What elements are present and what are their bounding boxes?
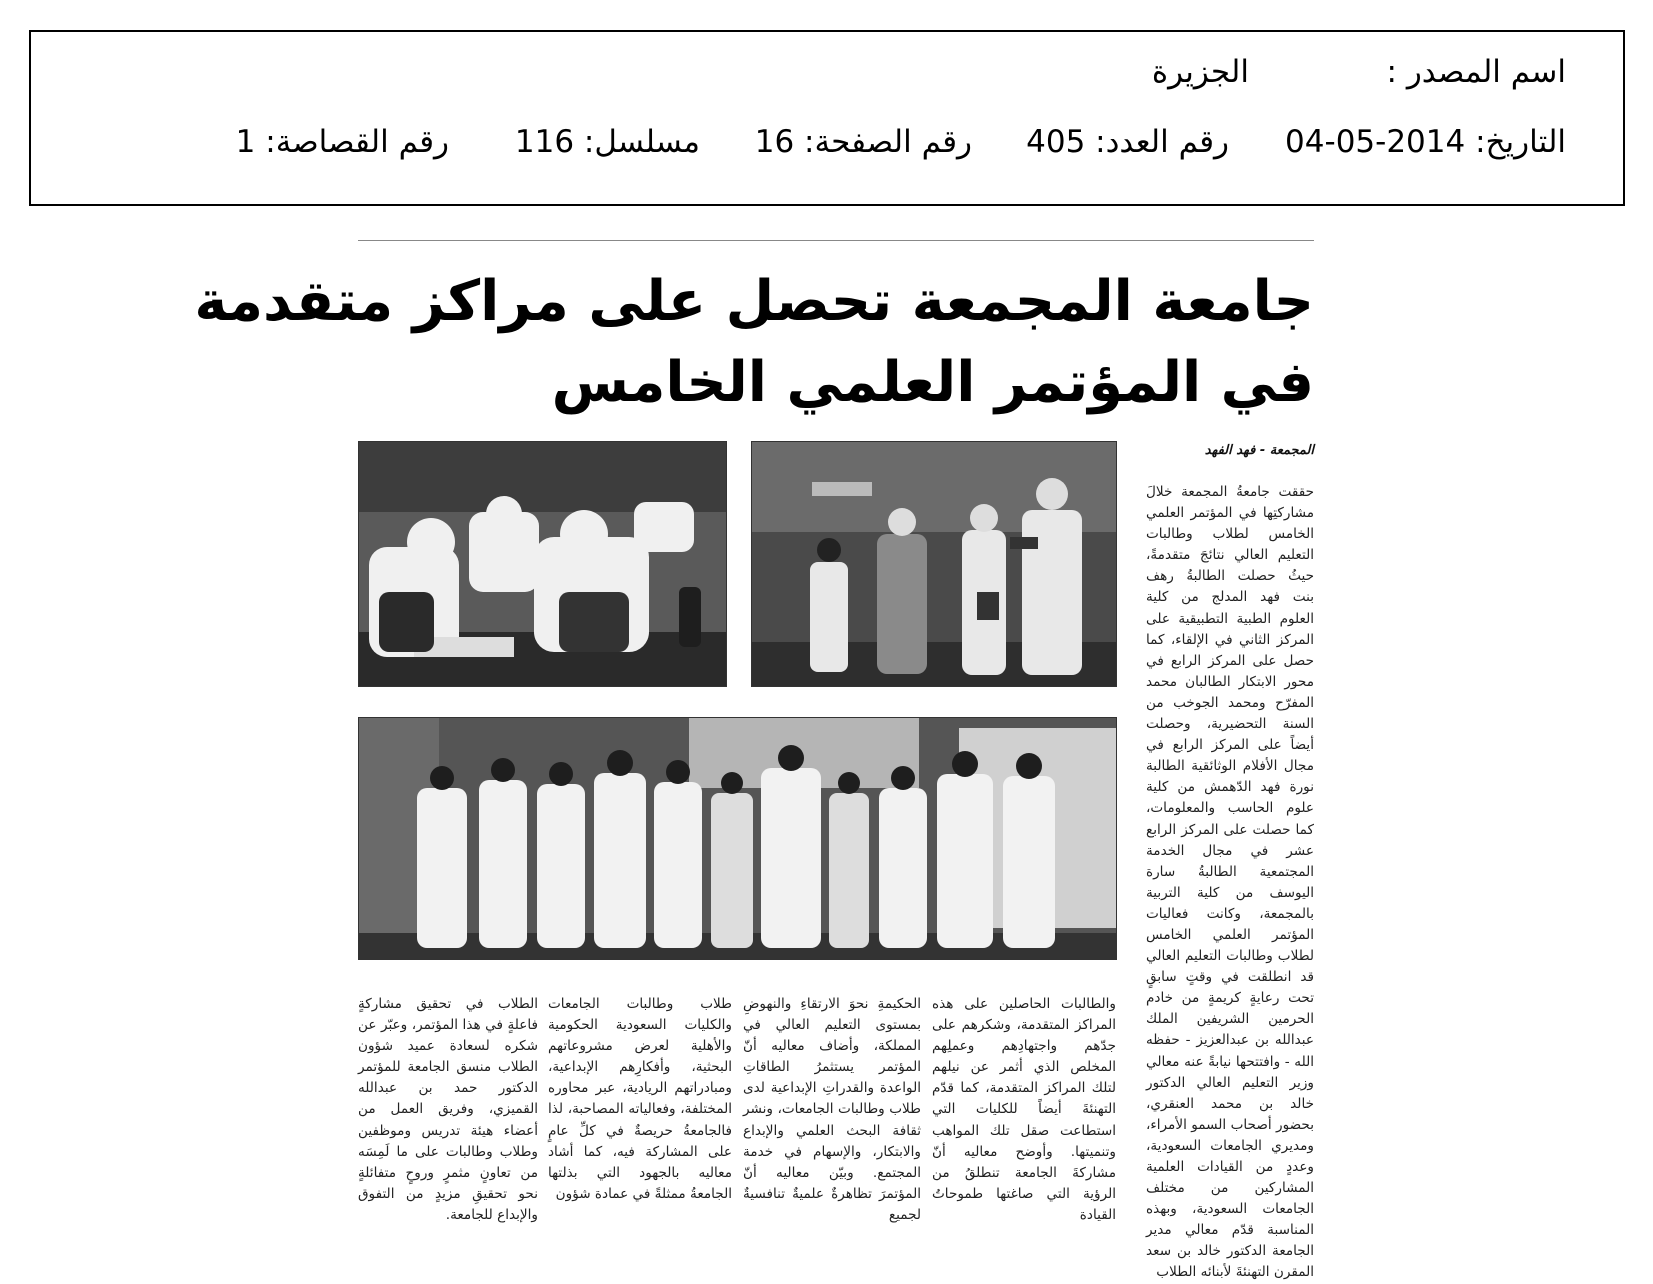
article-column-bottom-4: الطلاب في تحقيق مشاركةٍ فاعلةٍ في هذا المؤتمر، وعبّر عن شكره لسعادة عميد شؤون الطلاب منسق الجامعة للمؤتمر الدكتور حمد بن عبدالله القميزي، وفريق العمل من أعضاء هيئة تدريس وموظفين وطلاب وطالبات على ما لَمِسَه من تعاونٍ مثمرٍ وروحٍ متفائلةٍ نحو تحقيقِ مزيدٍ من التفوق والإبداع للجامعة. [358, 996, 538, 1223]
photo-award-recipients [751, 441, 1117, 687]
source-label: اسم المصدر : [1386, 54, 1566, 90]
top-divider [358, 240, 1314, 241]
serial-field: مسلسل: 116 [514, 124, 700, 160]
article-column-main: حققت جامعةُ المجمعة خلالَ مشاركتِها في المؤتمر العلمي الخامس لطلاب وطالبات التعليم العالي نتائجَ متقدمةً، حيثُ حصلت الطالبةُ رهف بنت فهد المدلج من كلية العلوم الطبية التطبيقية على المركز الثاني في الإلقاء، كما حصل على المركز الرابع في محور الابتكار الطالبان محمد المفرّح ومحمد الجوخب من السنة التحضيرية، وحصلت أيضاً على المركز الرابع في مجال الأفلام الوثائقية الطالبة نورة فهد الدّهمش من كلية علوم الحاسب والمعلومات، كما حصلت على المركز الرابع عشر في مجال الخدمة المجتمعية الطالبةُ سارة اليوسف من كلية التربية بالمجمعة، وكانت فعاليات المؤتمر العلمي الخامس لطلاب وطالبات التعليم العالي قد انطلقت في وقتٍ سابقٍ تحت رعايةٍ كريمةٍ من خادم الحرمين الشريفين الملك عبدالله بن عبدالعزيز - حفظه الله - وافتتحها نيابةً عنه معالي وزير التعليم العالي الدكتور خالد بن محمد العنقري، بحضور أصحاب السمو الأمراء، ومديري الجامعات السعودية، وعددٍ من القيادات العلمية المشاركين من مختلف الجامعات السعودية، وبهذه المناسبة قدّم معالي مدير الجامعة الدكتور خالد بن سعد المقرن التهنئةَ لأبنائه الطلاب [1146, 484, 1314, 1281]
issue-field: رقم العدد: 405 [1026, 124, 1229, 160]
article-column-bottom-2: الحكيمةِ نحوَ الارتقاءِ والنهوضِ بمستوى التعليم العالي في المملكة، وأضاف معاليه أنّ المؤتمر يستثمرُ الطاقاتِ الواعدة والقدراتِ الإبداعية لدى طلاب وطالبات الجامعات، ونشر ثقافة البحث العلمي والإبداع والابتكار، والإسهام في خدمة المجتمع. وبيّن معاليه أنّ المؤتمرَ تظاهرةٌ علميةٌ تنافسيةٌ لجميع [743, 996, 921, 1223]
photo-group-participants [358, 717, 1117, 960]
article-column-bottom-1: والطالبات الحاصلين على هذه المراكز المتقدمة، وشكرهم على جدّهم واجتهادِهم وعملِهم المخلص الذي أثمر عن نيلهم لتلك المراكز المتقدمة، كما قدّم التهنئةَ أيضاً للكليات التي استطاعت صقل تلك المواهب وتنميتها. وأوضح معاليه أنّ مشاركةَ الجامعة تنطلقُ من الرؤية التي صاغتها طموحاتُ القيادة [932, 996, 1116, 1223]
source-info-box [29, 30, 1625, 206]
source-value: الجزيرة [1151, 54, 1249, 90]
headline-line-1: جامعة المجمعة تحصل على مراكز متقدمة [194, 269, 1314, 334]
page-field: رقم الصفحة: 16 [754, 124, 972, 160]
article-column-bottom-3: طلاب وطالبات الجامعات والكليات السعودية الحكومية والأهلية لعرض مشروعاتهم البحثية، وأفكارِهم الإبداعية، ومبادراتهم الريادية، عبر محاوره المختلفة، وفعالياته المصاحبة، لذا فالجامعةُ حريصةٌ في كلِّ عامٍ على المشاركة فيه، كما أشاد معاليه بالجهود التي بذلتها الجامعةُ ممثلةً في عمادة شؤون [548, 996, 732, 1202]
photo-officials-seated [358, 441, 727, 687]
date-field: التاريخ: 2014-05-04 [1285, 124, 1566, 160]
clip-number-field: رقم القصاصة: 1 [235, 124, 449, 160]
byline: المجمعة - فهد الفهد [1204, 443, 1314, 458]
headline-line-2: في المؤتمر العلمي الخامس [551, 350, 1314, 415]
newspaper-article [194, 238, 1314, 1281]
